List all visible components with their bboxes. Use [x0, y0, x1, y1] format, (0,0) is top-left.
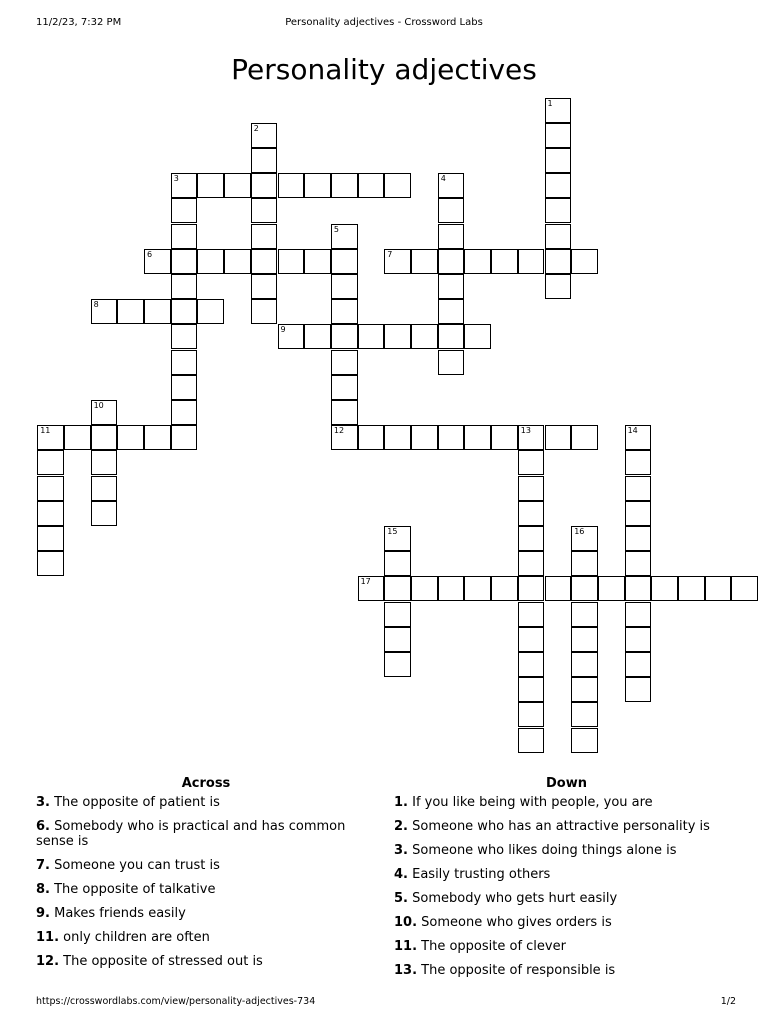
- grid-cell[interactable]: [331, 249, 358, 274]
- grid-cell[interactable]: [37, 425, 64, 450]
- grid-cell[interactable]: [331, 299, 358, 324]
- clue-label-number: 8.: [36, 882, 50, 897]
- clue-number: 9: [280, 325, 286, 335]
- clue-label-number: 11.: [36, 930, 60, 945]
- clue-text: The opposite of responsible is: [417, 963, 616, 978]
- grid-cell[interactable]: [384, 576, 411, 601]
- clue-text: Somebody who gets hurt easily: [407, 891, 618, 906]
- down-clue: [394, 819, 739, 834]
- grid-cell[interactable]: [571, 627, 598, 652]
- clue-label-number: 3.: [36, 795, 50, 810]
- grid-cell[interactable]: [651, 576, 678, 601]
- grid-cell[interactable]: [571, 425, 598, 450]
- down-clue: [394, 843, 739, 858]
- clue-number: 11: [40, 426, 51, 436]
- grid-cell[interactable]: [358, 576, 385, 601]
- grid-cell[interactable]: [464, 324, 491, 349]
- clue-text: Someone who likes doing things alone is: [407, 843, 677, 858]
- clue-number: 17: [360, 577, 371, 587]
- grid-cell[interactable]: [411, 576, 438, 601]
- grid-cell[interactable]: [545, 274, 572, 299]
- grid-cell[interactable]: [384, 551, 411, 576]
- grid-cell[interactable]: [331, 173, 358, 198]
- clue-label-number: 13.: [394, 963, 418, 978]
- clue-number: 2: [253, 123, 259, 133]
- clue-text: The opposite of stressed out is: [59, 954, 263, 969]
- grid-cell[interactable]: [331, 274, 358, 299]
- grid-cell[interactable]: [251, 148, 278, 173]
- grid-cell[interactable]: [251, 224, 278, 249]
- clue-label-number: 7.: [36, 858, 50, 873]
- grid-cell[interactable]: [625, 450, 652, 475]
- grid-cell[interactable]: [171, 299, 198, 324]
- grid-cell[interactable]: [384, 324, 411, 349]
- grid-cell[interactable]: [171, 400, 198, 425]
- grid-cell[interactable]: [37, 501, 64, 526]
- grid-cell[interactable]: [331, 375, 358, 400]
- grid-cell[interactable]: [91, 400, 118, 425]
- grid-cell[interactable]: [625, 652, 652, 677]
- clue-label-number: 11.: [394, 939, 418, 954]
- grid-cell[interactable]: [197, 299, 224, 324]
- grid-cell[interactable]: [91, 450, 118, 475]
- across-clue: [36, 819, 376, 849]
- grid-cell[interactable]: [518, 677, 545, 702]
- grid-cell[interactable]: [545, 224, 572, 249]
- down-clue: [394, 963, 739, 978]
- grid-cell[interactable]: [678, 576, 705, 601]
- grid-cell[interactable]: [144, 425, 171, 450]
- grid-cell[interactable]: [171, 274, 198, 299]
- grid-cell[interactable]: [491, 425, 518, 450]
- grid-cell[interactable]: [518, 249, 545, 274]
- grid-cell[interactable]: [438, 324, 465, 349]
- grid-cell[interactable]: [251, 198, 278, 223]
- clue-text: The opposite of talkative: [49, 882, 216, 897]
- grid-cell[interactable]: [171, 350, 198, 375]
- across-clue: [36, 858, 376, 873]
- clue-text: Someone who gives orders is: [417, 915, 612, 930]
- grid-cell[interactable]: [91, 299, 118, 324]
- across-clue: [36, 882, 376, 897]
- grid-cell[interactable]: [91, 501, 118, 526]
- clue-text: Someone you can trust is: [49, 858, 220, 873]
- grid-cell[interactable]: [171, 198, 198, 223]
- grid-cell[interactable]: [384, 627, 411, 652]
- grid-cell[interactable]: [518, 501, 545, 526]
- clue-number: 5: [333, 224, 339, 234]
- grid-cell[interactable]: [625, 602, 652, 627]
- grid-cell[interactable]: [464, 425, 491, 450]
- grid-cell[interactable]: [518, 702, 545, 727]
- grid-cell[interactable]: [518, 627, 545, 652]
- down-clue: [394, 915, 739, 930]
- grid-cell[interactable]: [224, 249, 251, 274]
- grid-cell[interactable]: [331, 400, 358, 425]
- grid-cell[interactable]: [197, 173, 224, 198]
- grid-cell[interactable]: [571, 551, 598, 576]
- clue-number: 7: [387, 249, 393, 259]
- grid-cell[interactable]: [251, 299, 278, 324]
- clue-number: 6: [147, 249, 153, 259]
- grid-cell[interactable]: [598, 576, 625, 601]
- grid-cell[interactable]: [91, 425, 118, 450]
- grid-cell[interactable]: [331, 425, 358, 450]
- grid-cell[interactable]: [571, 249, 598, 274]
- clue-label-number: 1.: [394, 795, 408, 810]
- grid-cell[interactable]: [331, 224, 358, 249]
- grid-cell[interactable]: [571, 728, 598, 753]
- grid-cell[interactable]: [625, 425, 652, 450]
- down-heading: Down: [546, 776, 587, 791]
- grid-cell[interactable]: [117, 299, 144, 324]
- down-clue: [394, 891, 739, 906]
- grid-cell[interactable]: [625, 677, 652, 702]
- grid-cell[interactable]: [518, 425, 545, 450]
- grid-cell[interactable]: [438, 425, 465, 450]
- grid-cell[interactable]: [304, 249, 331, 274]
- clue-label-number: 6.: [36, 819, 50, 834]
- grid-cell[interactable]: [91, 476, 118, 501]
- grid-cell[interactable]: [438, 350, 465, 375]
- grid-cell[interactable]: [384, 652, 411, 677]
- grid-cell[interactable]: [571, 677, 598, 702]
- print-url: https://crosswordlabs.com/view/personality-adjectives-734: [36, 996, 316, 1007]
- down-clue: [394, 939, 739, 954]
- grid-cell[interactable]: [304, 324, 331, 349]
- grid-cell[interactable]: [251, 123, 278, 148]
- grid-cell[interactable]: [438, 173, 465, 198]
- grid-cell[interactable]: [358, 173, 385, 198]
- grid-cell[interactable]: [545, 123, 572, 148]
- clue-number: 10: [93, 400, 104, 410]
- grid-cell[interactable]: [384, 249, 411, 274]
- down-clue-list: [394, 795, 739, 978]
- grid-cell[interactable]: [144, 299, 171, 324]
- grid-cell[interactable]: [545, 576, 572, 601]
- grid-cell[interactable]: [571, 526, 598, 551]
- grid-cell[interactable]: [518, 652, 545, 677]
- grid-cell[interactable]: [37, 551, 64, 576]
- grid-cell[interactable]: [518, 576, 545, 601]
- across-clue: [36, 906, 376, 921]
- down-clue: [394, 867, 739, 882]
- across-clue: [36, 930, 376, 945]
- across-heading: Across: [181, 776, 231, 791]
- print-page-title: Personality adjectives - Crossword Labs: [285, 17, 483, 28]
- grid-cell[interactable]: [411, 324, 438, 349]
- clue-number: 14: [627, 426, 638, 436]
- grid-cell[interactable]: [438, 249, 465, 274]
- clue-number: 3: [173, 174, 179, 184]
- grid-cell[interactable]: [464, 249, 491, 274]
- grid-cell[interactable]: [545, 425, 572, 450]
- clue-number: 8: [93, 300, 99, 310]
- grid-cell[interactable]: [251, 173, 278, 198]
- grid-cell[interactable]: [625, 501, 652, 526]
- grid-cell[interactable]: [518, 526, 545, 551]
- grid-cell[interactable]: [438, 274, 465, 299]
- grid-cell[interactable]: [411, 249, 438, 274]
- clue-text: Makes friends easily: [49, 906, 186, 921]
- grid-cell[interactable]: [358, 324, 385, 349]
- grid-cell[interactable]: [278, 173, 305, 198]
- across-clue-list: [36, 795, 376, 969]
- clue-label-number: 12.: [36, 954, 60, 969]
- grid-cell[interactable]: [625, 576, 652, 601]
- grid-cell[interactable]: [464, 576, 491, 601]
- grid-cell[interactable]: [117, 425, 144, 450]
- clue-text: Somebody who is practical and has common sense is: [36, 819, 346, 849]
- grid-cell[interactable]: [625, 526, 652, 551]
- grid-cell[interactable]: [491, 249, 518, 274]
- grid-cell[interactable]: [518, 602, 545, 627]
- clue-text: The opposite of clever: [417, 939, 566, 954]
- grid-cell[interactable]: [171, 224, 198, 249]
- puzzle-title: Personality adjectives: [231, 52, 537, 86]
- grid-cell[interactable]: [625, 627, 652, 652]
- grid-cell[interactable]: [171, 375, 198, 400]
- grid-cell[interactable]: [571, 702, 598, 727]
- grid-cell[interactable]: [171, 425, 198, 450]
- grid-cell[interactable]: [411, 425, 438, 450]
- grid-cell[interactable]: [545, 148, 572, 173]
- grid-cell[interactable]: [304, 173, 331, 198]
- grid-cell[interactable]: [518, 728, 545, 753]
- grid-cell[interactable]: [331, 324, 358, 349]
- grid-cell[interactable]: [731, 576, 758, 601]
- grid-cell[interactable]: [197, 249, 224, 274]
- grid-cell[interactable]: [384, 602, 411, 627]
- grid-cell[interactable]: [384, 526, 411, 551]
- clue-label-number: 2.: [394, 819, 408, 834]
- grid-cell[interactable]: [37, 526, 64, 551]
- across-clue: [36, 954, 376, 969]
- grid-cell[interactable]: [625, 476, 652, 501]
- grid-cell[interactable]: [251, 274, 278, 299]
- grid-cell[interactable]: [358, 425, 385, 450]
- across-clues: [36, 776, 376, 978]
- clue-text: only children are often: [59, 930, 210, 945]
- grid-cell[interactable]: [571, 602, 598, 627]
- grid-cell[interactable]: [171, 249, 198, 274]
- grid-cell[interactable]: [37, 476, 64, 501]
- grid-cell[interactable]: [438, 198, 465, 223]
- clue-number: 16: [574, 526, 585, 536]
- clue-number: 1: [547, 98, 553, 108]
- grid-cell[interactable]: [438, 224, 465, 249]
- down-clue: [394, 795, 739, 810]
- grid-cell[interactable]: [224, 173, 251, 198]
- down-clues: [394, 776, 739, 987]
- grid-cell[interactable]: [518, 476, 545, 501]
- grid-cell[interactable]: [625, 551, 652, 576]
- grid-cell[interactable]: [571, 576, 598, 601]
- clue-label-number: 3.: [394, 843, 408, 858]
- grid-cell[interactable]: [491, 576, 518, 601]
- grid-cell[interactable]: [438, 299, 465, 324]
- grid-cell[interactable]: [545, 249, 572, 274]
- grid-cell[interactable]: [171, 324, 198, 349]
- across-clue: [36, 795, 376, 810]
- clue-number: 13: [520, 426, 531, 436]
- clue-text: Easily trusting others: [407, 867, 551, 882]
- grid-cell[interactable]: [571, 652, 598, 677]
- print-datetime: 11/2/23, 7:32 PM: [36, 17, 122, 28]
- grid-cell[interactable]: [545, 98, 572, 123]
- clue-label-number: 9.: [36, 906, 50, 921]
- clue-text: Someone who has an attractive personality is: [407, 819, 710, 834]
- grid-cell[interactable]: [171, 173, 198, 198]
- grid-cell[interactable]: [251, 249, 278, 274]
- grid-cell[interactable]: [705, 576, 732, 601]
- clue-text: The opposite of patient is: [49, 795, 220, 810]
- print-page-number: 1/2: [720, 996, 736, 1007]
- grid-cell[interactable]: [37, 450, 64, 475]
- clue-text: If you like being with people, you are: [407, 795, 653, 810]
- grid-cell[interactable]: [384, 425, 411, 450]
- grid-cell[interactable]: [545, 198, 572, 223]
- grid-cell[interactable]: [518, 551, 545, 576]
- grid-cell[interactable]: [545, 173, 572, 198]
- clue-label-number: 4.: [394, 867, 408, 882]
- grid-cell[interactable]: [144, 249, 171, 274]
- grid-cell[interactable]: [64, 425, 91, 450]
- grid-cell[interactable]: [518, 450, 545, 475]
- clue-label-number: 10.: [394, 915, 418, 930]
- clue-number: 15: [387, 526, 398, 536]
- clue-number: 4: [440, 174, 446, 184]
- grid-cell[interactable]: [384, 173, 411, 198]
- grid-cell[interactable]: [278, 324, 305, 349]
- grid-cell[interactable]: [331, 350, 358, 375]
- grid-cell[interactable]: [278, 249, 305, 274]
- clue-label-number: 5.: [394, 891, 408, 906]
- clue-number: 12: [333, 426, 345, 436]
- grid-cell[interactable]: [438, 576, 465, 601]
